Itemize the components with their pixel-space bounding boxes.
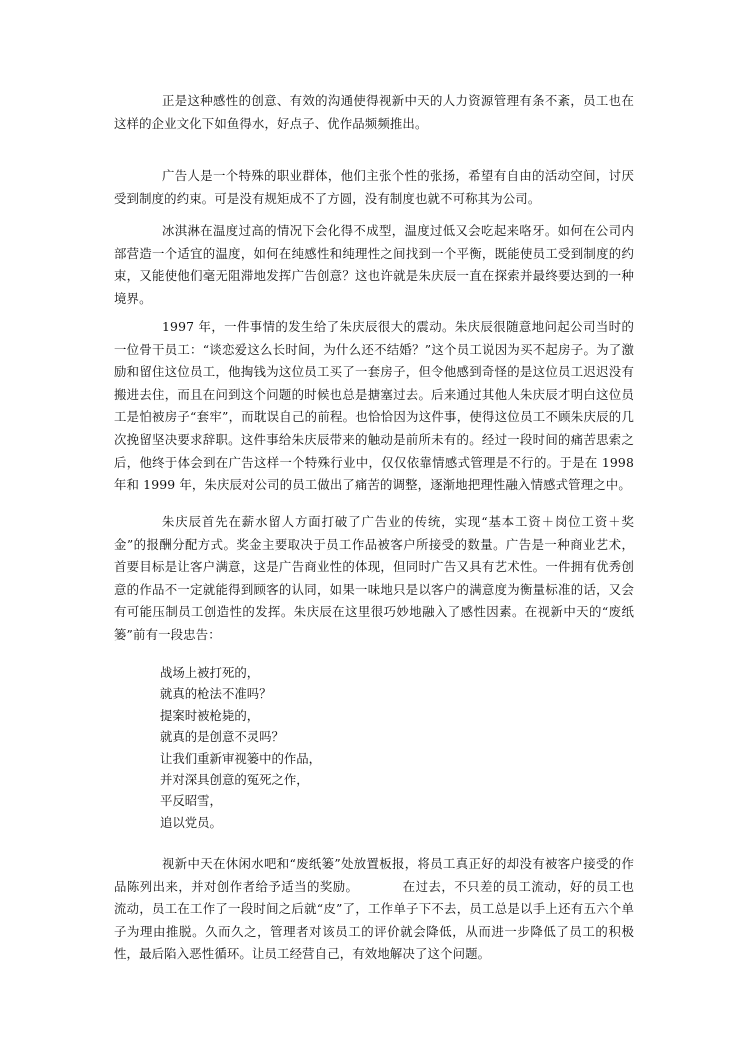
paragraph-4: 1997 年，一件事情的发生给了朱庆辰很大的震动。朱庆辰很随意地问起公司当时的一位骨干员工：“谈恋爱这么长时间，为什么还不结婚？”这个员工说因为买不起房子。为了激励和留住这位员工，他掏钱为这位员工买了一套房子，但令他感到奇怪的是这位员工迟迟没有搬进去住，而且在问到这个问题的时候也总是搪塞过去。后来通过其他人朱庆辰才明白这位员工是怕被房子“套牢”，而耽误自己的前程。也恰恰因为这件事，使得这位员工不顾朱庆辰的几次挽留坚决要求辞职。这件事给朱庆辰带来的触动是前所未有的。经过一段时间的痛苦思索之后，他终于体会到在广告这样一个特殊行业中，仅仅依靠情感式管理是不行的。于是在 1998 年和 1999 年，朱庆辰对公司的员工做出了痛苦的调整，逐渐地把理性融入情感式管理之中。 [114, 319, 634, 493]
paragraph-5: 朱庆辰首先在薪水留人方面打破了广告业的传统，实现“基本工资＋岗位工资＋奖金”的报酬分配方式。奖金主要取决于员工作品被客户所接受的数量。广告是一种商业艺术，首要目标是让客户满意，这是广告商业性的体现，但同时广告又具有艺术性。一件拥有优秀创意的作品不一定就能得到顾客的认同，如果一味地只是以客户的满意度为衡量标准的话，又会有可能压制员工创造性的发挥。朱庆辰在这里很巧妙地融入了感性因素。在视新中天的“废纸篓”前有一段忠告： [114, 514, 634, 642]
paragraph-6-part-2: 在过去，不只差的员工流动，好的员工也流动，员工在工作了一段时间之后就“皮”了，工作单子下不去，员工总是以手上还有五六个单子为理由推脱。久而久之，管理者对该员工的评价就会降低，从而进一步降低了员工的积极性，最后陷入恶性循环。让员工经营自己，有效地解决了这个问题。 [114, 878, 634, 962]
poem-block [160, 662, 560, 833]
paragraph-1: 正是这种感性的创意、有效的沟通使得视新中天的人力资源管理有条不紊，员工也在这样的企业文化下如鱼得水，好点子、优作品频频推出。 [114, 93, 634, 131]
poem-line: 就真的枪法不准吗？ [160, 686, 272, 702]
paragraph-6 [114, 853, 634, 966]
paragraph-2: 广告人是一个特殊的职业群体，他们主张个性的张扬，希望有自由的活动空间，讨厌受到制度的约束。可是没有规矩成不了方圆，没有制度也就不可称其为公司。 [114, 168, 634, 206]
paragraph-3: 冰淇淋在温度过高的情况下会化得不成型，温度过低又会吃起来咯牙。如何在公司内部营造一个适宜的温度，如何在纯感性和纯理性之间找到一个平衡，既能使员工受到制度的约束，又能使他们毫无阻滞地发挥广告创意？这也许就是朱庆辰一直在探索并最终要达到的一种境界。 [114, 223, 634, 306]
poem-line: 平反昭雪， [160, 793, 222, 809]
poem-line: 就真的是创意不灵吗？ [160, 729, 284, 745]
poem-line: 追以党员。 [160, 814, 222, 830]
paragraph-6-part-1: 视新中天在休闲水吧和“废纸篓”处放置板报，将员工真正好的却没有被客户接受的作品陈列出来，并对创作者给予适当的奖励。 [114, 856, 634, 894]
poem-line: 提案时被枪毙的， [160, 707, 260, 723]
poem-line: 让我们重新审视篓中的作品， [160, 750, 322, 766]
poem-line: 战场上被打死的， [160, 665, 260, 680]
poem-line: 并对深具创意的冤死之作， [160, 772, 309, 788]
